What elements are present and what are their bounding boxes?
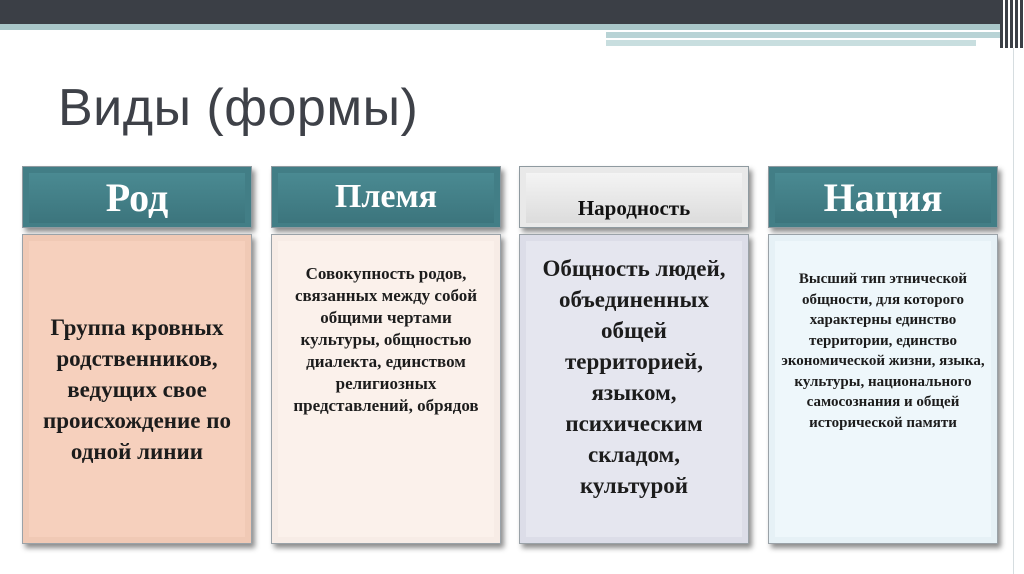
header-accent-bar xyxy=(606,40,976,46)
column-heading: Народность xyxy=(577,196,691,220)
column-heading-box xyxy=(22,166,252,228)
column-heading-box xyxy=(768,166,998,228)
column-description: Группа кровных родственников, ведущих свое происхождение по одной линии xyxy=(43,314,231,464)
column-description: Общность людей, объединенных общей территорией, языком, психическим складом, культурой xyxy=(542,256,726,498)
column-heading: Племя xyxy=(334,178,438,215)
header-accent-bar xyxy=(0,24,1000,30)
column-heading-box xyxy=(519,166,749,228)
column-narodnost xyxy=(519,166,749,544)
column-description-box xyxy=(768,234,998,544)
column-heading: Нация xyxy=(823,174,943,220)
divider xyxy=(1013,48,1014,574)
column-description: Совокупность родов, связанных между собой общими чертами культуры, общностью диалекта, единством религиозных представлений, обрядов xyxy=(293,264,479,415)
column-plemya xyxy=(271,166,501,544)
column-description-box xyxy=(271,234,501,544)
column-description: Высший тип этнической общности, для которого характерны единство территории, единство экономической жизни, языка, культуры, национального самосознания и общей исторической памяти xyxy=(781,271,985,431)
column-description-box xyxy=(519,234,749,544)
column-heading: Род xyxy=(105,174,169,220)
header-stripes xyxy=(1000,0,1024,48)
column-rod xyxy=(22,166,252,544)
page-title: Виды (формы) xyxy=(58,79,419,137)
column-naciya xyxy=(768,166,998,544)
header-bar xyxy=(0,0,1000,24)
column-description-box xyxy=(22,234,252,544)
column-heading-box xyxy=(271,166,501,228)
header-accent-bar xyxy=(606,32,1000,38)
